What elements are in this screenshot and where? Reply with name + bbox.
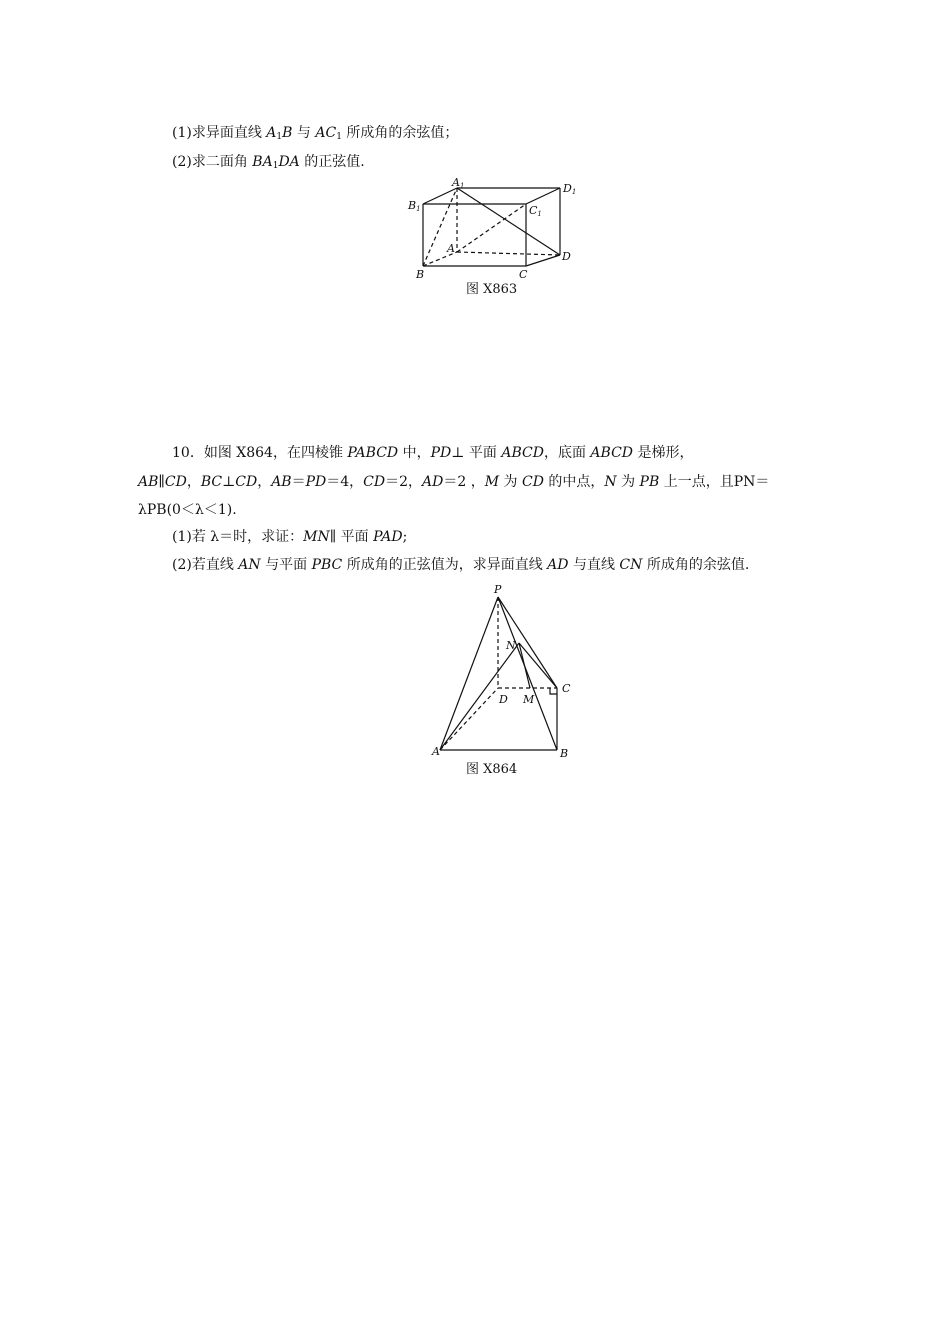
var: PD	[430, 445, 452, 461]
label-p: P	[494, 583, 502, 596]
text: 与	[292, 125, 316, 141]
text: ，底面	[543, 445, 591, 461]
var: CD	[164, 474, 187, 490]
var: AD	[547, 557, 569, 573]
var: ABCD	[501, 445, 544, 461]
var: PABCD	[347, 445, 399, 461]
label-a: A	[447, 242, 455, 255]
subscript: 1	[272, 161, 279, 171]
part-number: (2)	[172, 154, 192, 170]
figure-caption-x863: 图 X863	[466, 282, 518, 297]
text: ＝4，	[326, 474, 364, 490]
text: 求异面直线	[191, 125, 267, 141]
subscript: 1	[276, 132, 283, 142]
text: 上一点，且PN＝	[659, 474, 770, 490]
text: ．如图 X864，在四棱锥	[189, 445, 348, 461]
label-c: C	[562, 682, 571, 695]
label-b: B	[416, 268, 425, 281]
label-b: B	[560, 747, 569, 760]
var: BC	[200, 474, 223, 490]
edge-ad	[440, 688, 498, 750]
var: B	[282, 125, 293, 141]
label-b1: B1	[408, 199, 421, 213]
label-d: D	[562, 250, 571, 263]
var: CD	[235, 474, 258, 490]
label-c: C	[519, 268, 528, 281]
var: AB	[271, 474, 292, 490]
part-number: (1)	[172, 125, 192, 141]
label-m: M	[523, 693, 535, 706]
text: 中，	[398, 445, 431, 461]
question-number: 10	[172, 445, 190, 461]
text: 所成角的正弦值为，求异面直线	[342, 557, 548, 573]
var: PBC	[311, 557, 343, 573]
text: 为	[616, 474, 640, 490]
text: ，	[257, 474, 272, 490]
var: PB	[639, 474, 660, 490]
text: 若 λ＝时，求证：	[191, 529, 304, 545]
text: 与直线	[568, 557, 620, 573]
edge-pa	[440, 597, 498, 750]
text: ⊥ 平面	[451, 445, 502, 461]
right-angle-mark	[550, 688, 557, 694]
part-number: (1)	[172, 529, 192, 545]
var: M	[484, 474, 500, 490]
text: ∥ 平面	[329, 529, 374, 545]
var: N	[604, 474, 617, 490]
text: 的中点，	[543, 474, 605, 490]
var: AD	[422, 474, 444, 490]
text: ⊥	[222, 474, 236, 490]
subscript: 1	[336, 132, 342, 142]
var: AC	[315, 125, 337, 141]
text: 所成角的余弦值.	[642, 557, 750, 573]
var: BA	[252, 154, 273, 170]
var: MN	[303, 529, 330, 545]
var: A	[266, 125, 277, 141]
text: ＝	[291, 474, 306, 490]
text: ∥	[158, 474, 165, 490]
label-n: N	[506, 639, 516, 652]
var: AB	[138, 474, 159, 490]
text: 所成角的余弦值；	[341, 125, 459, 141]
text: λPB(0＜λ＜1).	[138, 502, 237, 518]
text: 若直线	[191, 557, 239, 573]
text: ＝2 ，	[443, 474, 485, 490]
text: 为	[499, 474, 522, 490]
text: 与平面	[260, 557, 312, 573]
text: ＝2，	[385, 474, 423, 490]
var: CD	[521, 474, 544, 490]
label-c1: C1	[529, 204, 542, 218]
text: ;	[402, 529, 408, 545]
var: PAD	[373, 529, 403, 545]
text: 是梯形，	[633, 445, 694, 461]
text: ，	[186, 474, 201, 490]
var: CN	[619, 557, 643, 573]
label-a1: A1	[452, 176, 465, 190]
label-a: A	[432, 745, 440, 758]
text: 求二面角	[191, 154, 253, 170]
var: CD	[363, 474, 386, 490]
label-d1: D1	[563, 182, 577, 196]
figure-caption-x864: 图 X864	[466, 762, 518, 777]
var: PD	[305, 474, 327, 490]
part-number: (2)	[172, 557, 192, 573]
var: DA	[278, 154, 300, 170]
text: 的正弦值.	[299, 154, 365, 170]
label-d: D	[499, 693, 508, 706]
var: AN	[238, 557, 261, 573]
var: ABCD	[590, 445, 634, 461]
